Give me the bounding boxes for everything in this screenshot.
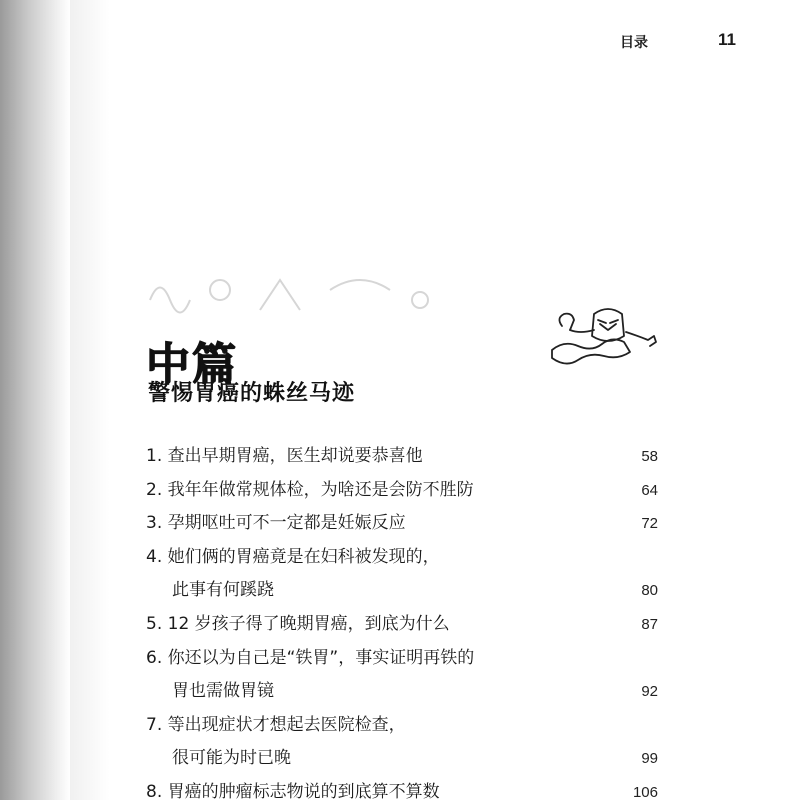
toc-entry[interactable] (146, 474, 666, 508)
toc-entry-page: 106 (632, 783, 658, 801)
flying-robot-mascot-icon (548, 300, 660, 372)
running-header-page-number: 11 (718, 30, 736, 49)
toc-entry-page: 80 (641, 582, 658, 600)
table-of-contents (146, 440, 666, 810)
toc-entry-title: 1. 查出早期胃癌，医生却说要恭喜他 (146, 446, 423, 466)
toc-entry[interactable] (146, 541, 666, 575)
toc-entry-title: 8. 胃癌的肿瘤标志物说的到底算不算数 (146, 781, 440, 802)
toc-entry-page: 72 (641, 515, 658, 533)
toc-entry-page: 99 (641, 750, 658, 768)
toc-entry-continuation[interactable] (146, 574, 666, 608)
section-label: 中篇 (146, 339, 238, 390)
toc-entry-page: 87 (641, 615, 658, 633)
toc-entry-continuation[interactable] (146, 742, 666, 776)
toc-entry[interactable] (146, 776, 666, 810)
toc-entry[interactable] (146, 608, 666, 642)
toc-entry-page: 64 (641, 481, 658, 499)
toc-entry-title: 2. 我年年做常规体检，为啥还是会防不胜防 (146, 479, 474, 500)
running-header-label: 目录 (620, 35, 648, 51)
toc-entry[interactable] (146, 507, 666, 541)
section-subtitle: 警惕胃癌的蛛丝马迹 (148, 381, 356, 406)
page-shade (70, 0, 110, 800)
toc-entry-title: 7. 等出现症状才想起去医院检查， (146, 714, 406, 735)
toc-entry-continuation[interactable] (146, 675, 666, 709)
toc-entry-title: 很可能为时已晚 (172, 748, 291, 769)
toc-entry-title: 5. 12 岁孩子得了晚期胃癌，到底为什么 (146, 613, 450, 634)
toc-entry-title: 此事有何蹊跷 (172, 580, 274, 601)
toc-entry-title: 4. 她们俩的胃癌竟是在妇科被发现的， (146, 546, 440, 567)
toc-entry[interactable] (146, 642, 666, 676)
bleed-through-doodle (140, 260, 460, 330)
toc-entry-page: 58 (641, 448, 658, 465)
toc-entry-page: 92 (641, 683, 658, 701)
toc-entry[interactable] (146, 709, 666, 743)
toc-entry-title: 3. 孕期呕吐可不一定都是妊娠反应 (146, 513, 406, 534)
toc-entry-title: 6. 你还以为自己是“铁胃”，事实证明再铁的 (146, 647, 475, 668)
toc-entry[interactable] (146, 440, 666, 474)
book-spine-shadow (0, 0, 70, 800)
toc-entry-title: 胃也需做胃镜 (172, 681, 274, 702)
